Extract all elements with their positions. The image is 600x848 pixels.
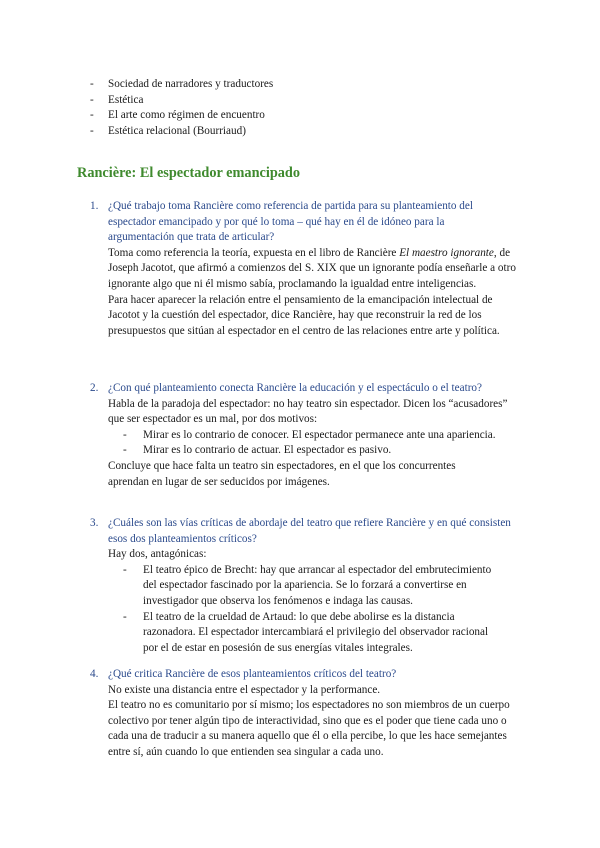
answer-paragraph: Concluye que hace falta un teatro sin espectadores, en el que los concurrentes aprendan en lugar de ser seducidos por imágenes. — [108, 459, 456, 488]
list-item: - El teatro épico de Brecht: hay que arrancar al espectador del embrutecimiento del espectador fascinado por la apariencia. Se lo forzará a convertirse en investigador que observa los fenómenos e indaga las causas. — [123, 563, 492, 607]
question-block-1 — [90, 199, 520, 339]
question-block-2 — [90, 381, 538, 490]
question-number: 1. — [90, 200, 99, 212]
bullet-list — [108, 428, 538, 459]
list-item — [90, 77, 273, 93]
list-item-text: El arte como régimen de encuentro — [108, 109, 265, 122]
list-item — [90, 93, 273, 109]
bullet-list — [108, 563, 520, 657]
dash-marker: - — [90, 78, 94, 90]
question-block-4 — [90, 667, 520, 761]
question-text: ¿Qué critica Rancière de esos planteamientos críticos del teatro? — [108, 668, 397, 680]
list-item: - Mirar es lo contrario de actuar. El espectador es pasivo. — [123, 444, 392, 457]
question-number: 3. — [90, 517, 99, 529]
question-text: ¿Cuáles son las vías críticas de abordaje del teatro que refiere Rancière y en qué consisten esos dos planteamientos críticos? — [108, 517, 511, 545]
question-number: 2. — [90, 382, 99, 394]
question-text: ¿Qué trabajo toma Rancière como referencia de partida para su planteamiento del espectador emancipado y por qué lo toma – qué hay en él de idóneo para la argumentación que trata de articular? — [108, 200, 473, 244]
list-item-text: Estética — [108, 93, 144, 106]
answer-paragraph: Para hacer aparecer la relación entre el pensamiento de la emancipación intelectual de Jacotot y la cuestión del espectador, dice Rancière, hay que reconstruir la red de los presupuestos que sitúan al espectador en el centro de las relaciones entre arte y política. — [108, 293, 500, 337]
list-item: - Mirar es lo contrario de conocer. El espectador permanece ante una apariencia. — [123, 428, 496, 441]
list-item: - El teatro de la crueldad de Artaud: lo que debe abolirse es la distancia razonadora. El espectador intercambiará el privilegio del observador racional por el de estar en posesión de sus energías vitales integrales. — [123, 610, 489, 654]
answer-paragraph: Hay dos, antagónicas: — [108, 548, 207, 561]
list-item-text: Sociedad de narradores y traductores — [108, 78, 274, 90]
book-title: El maestro ignorante — [399, 246, 494, 259]
answer-paragraph: El teatro no es comunitario por sí mismo; los espectadores no son miembros de un cuerpo colectivo por tener algún tipo de interactividad, sino que es el poder que tiene cada uno o cada una de traducir a su manera aquello que él o ella percibe, lo que les hace semejantes entre sí, aún cuando lo que entienden sea singular a cada uno. — [108, 699, 510, 758]
list-item — [90, 124, 273, 140]
answer-paragraph: No existe una distancia entre el espectador y la performance. — [108, 683, 381, 696]
dash-marker: - — [90, 124, 94, 137]
question-block-3 — [90, 516, 520, 656]
question-number: 4. — [90, 668, 99, 680]
answer-paragraph: Toma como referencia la teoría, expuesta en el libro de Rancière El maestro ignorante, de Joseph Jacotot, que afirmó a comienzos del S. XIX que un ignorante podía enseñarle a otro ignorante algo que ni él mismo sabía, proclamando la igualdad entre inteligencias. — [108, 246, 516, 290]
dash-marker: - — [90, 93, 94, 106]
dash-marker: - — [90, 109, 94, 122]
list-item — [90, 108, 273, 124]
answer-paragraph: Habla de la paradoja del espectador: no hay teatro sin espectador. Dicen los “acusadores” que ser espectador es un mal, por dos motivos: — [108, 397, 508, 426]
intro-list — [90, 77, 273, 139]
question-text: ¿Con qué planteamiento conecta Rancière la educación y el espectáculo o el teatro? — [108, 382, 482, 394]
section-heading: Rancière: El espectador emancipado — [77, 165, 301, 181]
list-item-text: Estética relacional (Bourriaud) — [108, 124, 246, 137]
